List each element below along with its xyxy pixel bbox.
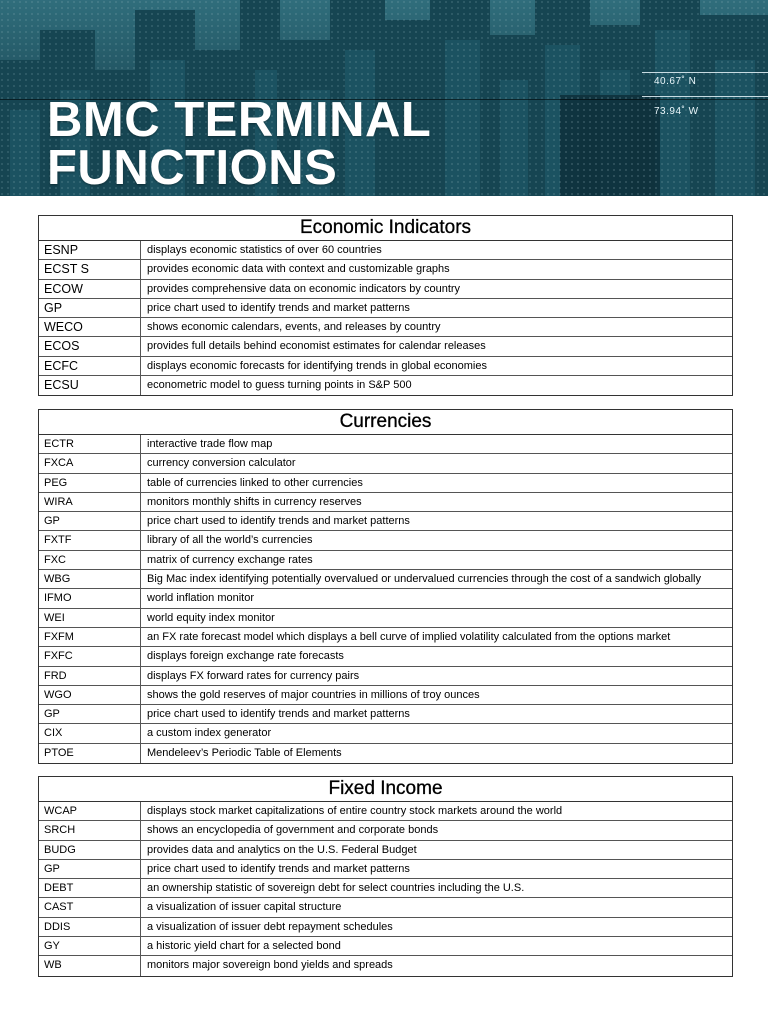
function-code: WBG [39, 570, 141, 588]
table-row [39, 821, 732, 840]
function-code: WB [39, 956, 141, 975]
table-row [39, 667, 732, 686]
function-code: ECFC [39, 357, 141, 375]
function-code: ECOS [39, 337, 141, 355]
function-code: FXCA [39, 454, 141, 472]
table-row [39, 802, 732, 821]
function-description: currency conversion calculator [147, 457, 296, 470]
function-description: displays stock market capitalizations of entire country stock markets around the world [147, 805, 563, 817]
function-code: CAST [39, 898, 141, 916]
function-description: provides full details behind economist estimates for calendar releases [147, 340, 486, 353]
function-description: displays foreign exchange rate forecasts [147, 650, 344, 663]
table-row [39, 860, 732, 879]
table-row [39, 918, 732, 937]
fixed-income-table [38, 776, 733, 977]
function-description: monitors monthly shifts in currency reserves [147, 495, 362, 508]
function-code: GY [39, 937, 141, 955]
function-description: displays FX forward rates for currency pairs [147, 669, 360, 682]
page-title-line2: FUNCTIONS [47, 141, 338, 195]
function-code: ECST S [39, 260, 141, 278]
function-code: ECTR [39, 435, 141, 453]
section-title: Economic Indicators [39, 216, 732, 241]
function-description: displays economic forecasts for identifying trends in global economies [147, 359, 487, 372]
function-code: GP [39, 512, 141, 530]
latitude-label: 40.67˚ N [654, 76, 697, 87]
function-description: an FX rate forecast model which displays a bell curve of implied volatility calculated from the options market [147, 630, 671, 643]
page-title-line1: BMC TERMINAL [47, 93, 432, 147]
function-code: WIRA [39, 493, 141, 511]
function-description: world inflation monitor [147, 592, 254, 605]
function-description: Mendeleev’s Periodic Table of Elements [147, 746, 342, 759]
function-code: FRD [39, 667, 141, 685]
function-code: GP [39, 705, 141, 723]
page-title [47, 93, 432, 195]
table-row [39, 337, 732, 356]
table-body [39, 802, 732, 976]
function-description: provides comprehensive data on economic indicators by country [147, 282, 461, 295]
function-code: IFMO [39, 589, 141, 607]
function-description: price chart used to identify trends and market patterns [147, 301, 410, 314]
table-row [39, 744, 732, 763]
table-row [39, 318, 732, 337]
table-body [39, 435, 732, 763]
function-description: monitors major sovereign bond yields and spreads [147, 959, 393, 972]
function-code: WGO [39, 686, 141, 704]
header-banner [0, 0, 768, 196]
function-description: shows economic calendars, events, and releases by country [147, 321, 441, 334]
function-code: PTOE [39, 744, 141, 763]
function-code: WECO [39, 318, 141, 336]
function-code: ESNP [39, 241, 141, 259]
function-description: a visualization of issuer debt repayment schedules [147, 920, 393, 933]
function-code: GP [39, 860, 141, 878]
table-body [39, 241, 732, 395]
function-description: world equity index monitor [147, 611, 275, 624]
function-code: WCAP [39, 802, 141, 820]
table-row [39, 357, 732, 376]
table-row [39, 260, 732, 279]
table-row [39, 376, 732, 395]
table-row [39, 454, 732, 473]
table-row [39, 879, 732, 898]
function-code: WEI [39, 609, 141, 627]
function-description: table of currencies linked to other currencies [147, 476, 363, 489]
table-row [39, 705, 732, 724]
function-code: CIX [39, 724, 141, 742]
function-code: FXC [39, 551, 141, 569]
function-description: a custom index generator [147, 727, 272, 740]
function-description: library of all the world’s currencies [147, 534, 313, 547]
table-row [39, 724, 732, 743]
table-row [39, 493, 732, 512]
longitude-label: 73.94˚ W [654, 106, 699, 117]
function-description: price chart used to identify trends and market patterns [147, 708, 410, 721]
function-description: shows the gold reserves of major countries in millions of troy ounces [147, 688, 480, 701]
function-description: Big Mac index identifying potentially overvalued or undervalued currencies through the cost of a sandwich globally [147, 573, 701, 586]
table-row [39, 686, 732, 705]
function-description: interactive trade flow map [147, 438, 273, 450]
table-row [39, 937, 732, 956]
currencies-table [38, 409, 733, 764]
section-title: Fixed Income [39, 777, 732, 802]
function-description: price chart used to identify trends and market patterns [147, 515, 410, 528]
function-description: a historic yield chart for a selected bond [147, 940, 341, 953]
function-description: provides data and analytics on the U.S. Federal Budget [147, 843, 417, 856]
function-code: PEG [39, 474, 141, 492]
table-row [39, 299, 732, 318]
table-row [39, 570, 732, 589]
table-row [39, 589, 732, 608]
function-description: price chart used to identify trends and market patterns [147, 862, 410, 875]
function-code: DEBT [39, 879, 141, 897]
function-code: BUDG [39, 841, 141, 859]
table-row [39, 551, 732, 570]
table-row [39, 474, 732, 493]
function-description: shows an encyclopedia of government and corporate bonds [147, 824, 439, 837]
table-row [39, 512, 732, 531]
function-code: FXFC [39, 647, 141, 665]
table-row [39, 280, 732, 299]
table-row [39, 647, 732, 666]
function-code: DDIS [39, 918, 141, 936]
function-code: GP [39, 299, 141, 317]
function-description: an ownership statistic of sovereign debt for select countries including the U.S. [147, 882, 525, 895]
function-description: displays economic statistics of over 60 countries [147, 244, 382, 256]
table-row [39, 628, 732, 647]
function-code: FXTF [39, 531, 141, 549]
coord-rule-bottom [642, 96, 768, 97]
economic-indicators-table [38, 215, 733, 396]
table-row [39, 531, 732, 550]
coord-rule-top [642, 72, 768, 73]
function-description: econometric model to guess turning points in S&P 500 [147, 379, 412, 392]
table-row [39, 241, 732, 260]
table-row [39, 898, 732, 917]
function-code: SRCH [39, 821, 141, 839]
function-code: FXFM [39, 628, 141, 646]
function-description: provides economic data with context and customizable graphs [147, 263, 450, 276]
function-description: matrix of currency exchange rates [147, 553, 313, 566]
section-title: Currencies [39, 410, 732, 435]
function-description: a visualization of issuer capital structure [147, 901, 342, 914]
table-row [39, 435, 732, 454]
function-code: ECSU [39, 376, 141, 395]
function-code: ECOW [39, 280, 141, 298]
table-row [39, 956, 732, 975]
table-row [39, 609, 732, 628]
table-row [39, 841, 732, 860]
